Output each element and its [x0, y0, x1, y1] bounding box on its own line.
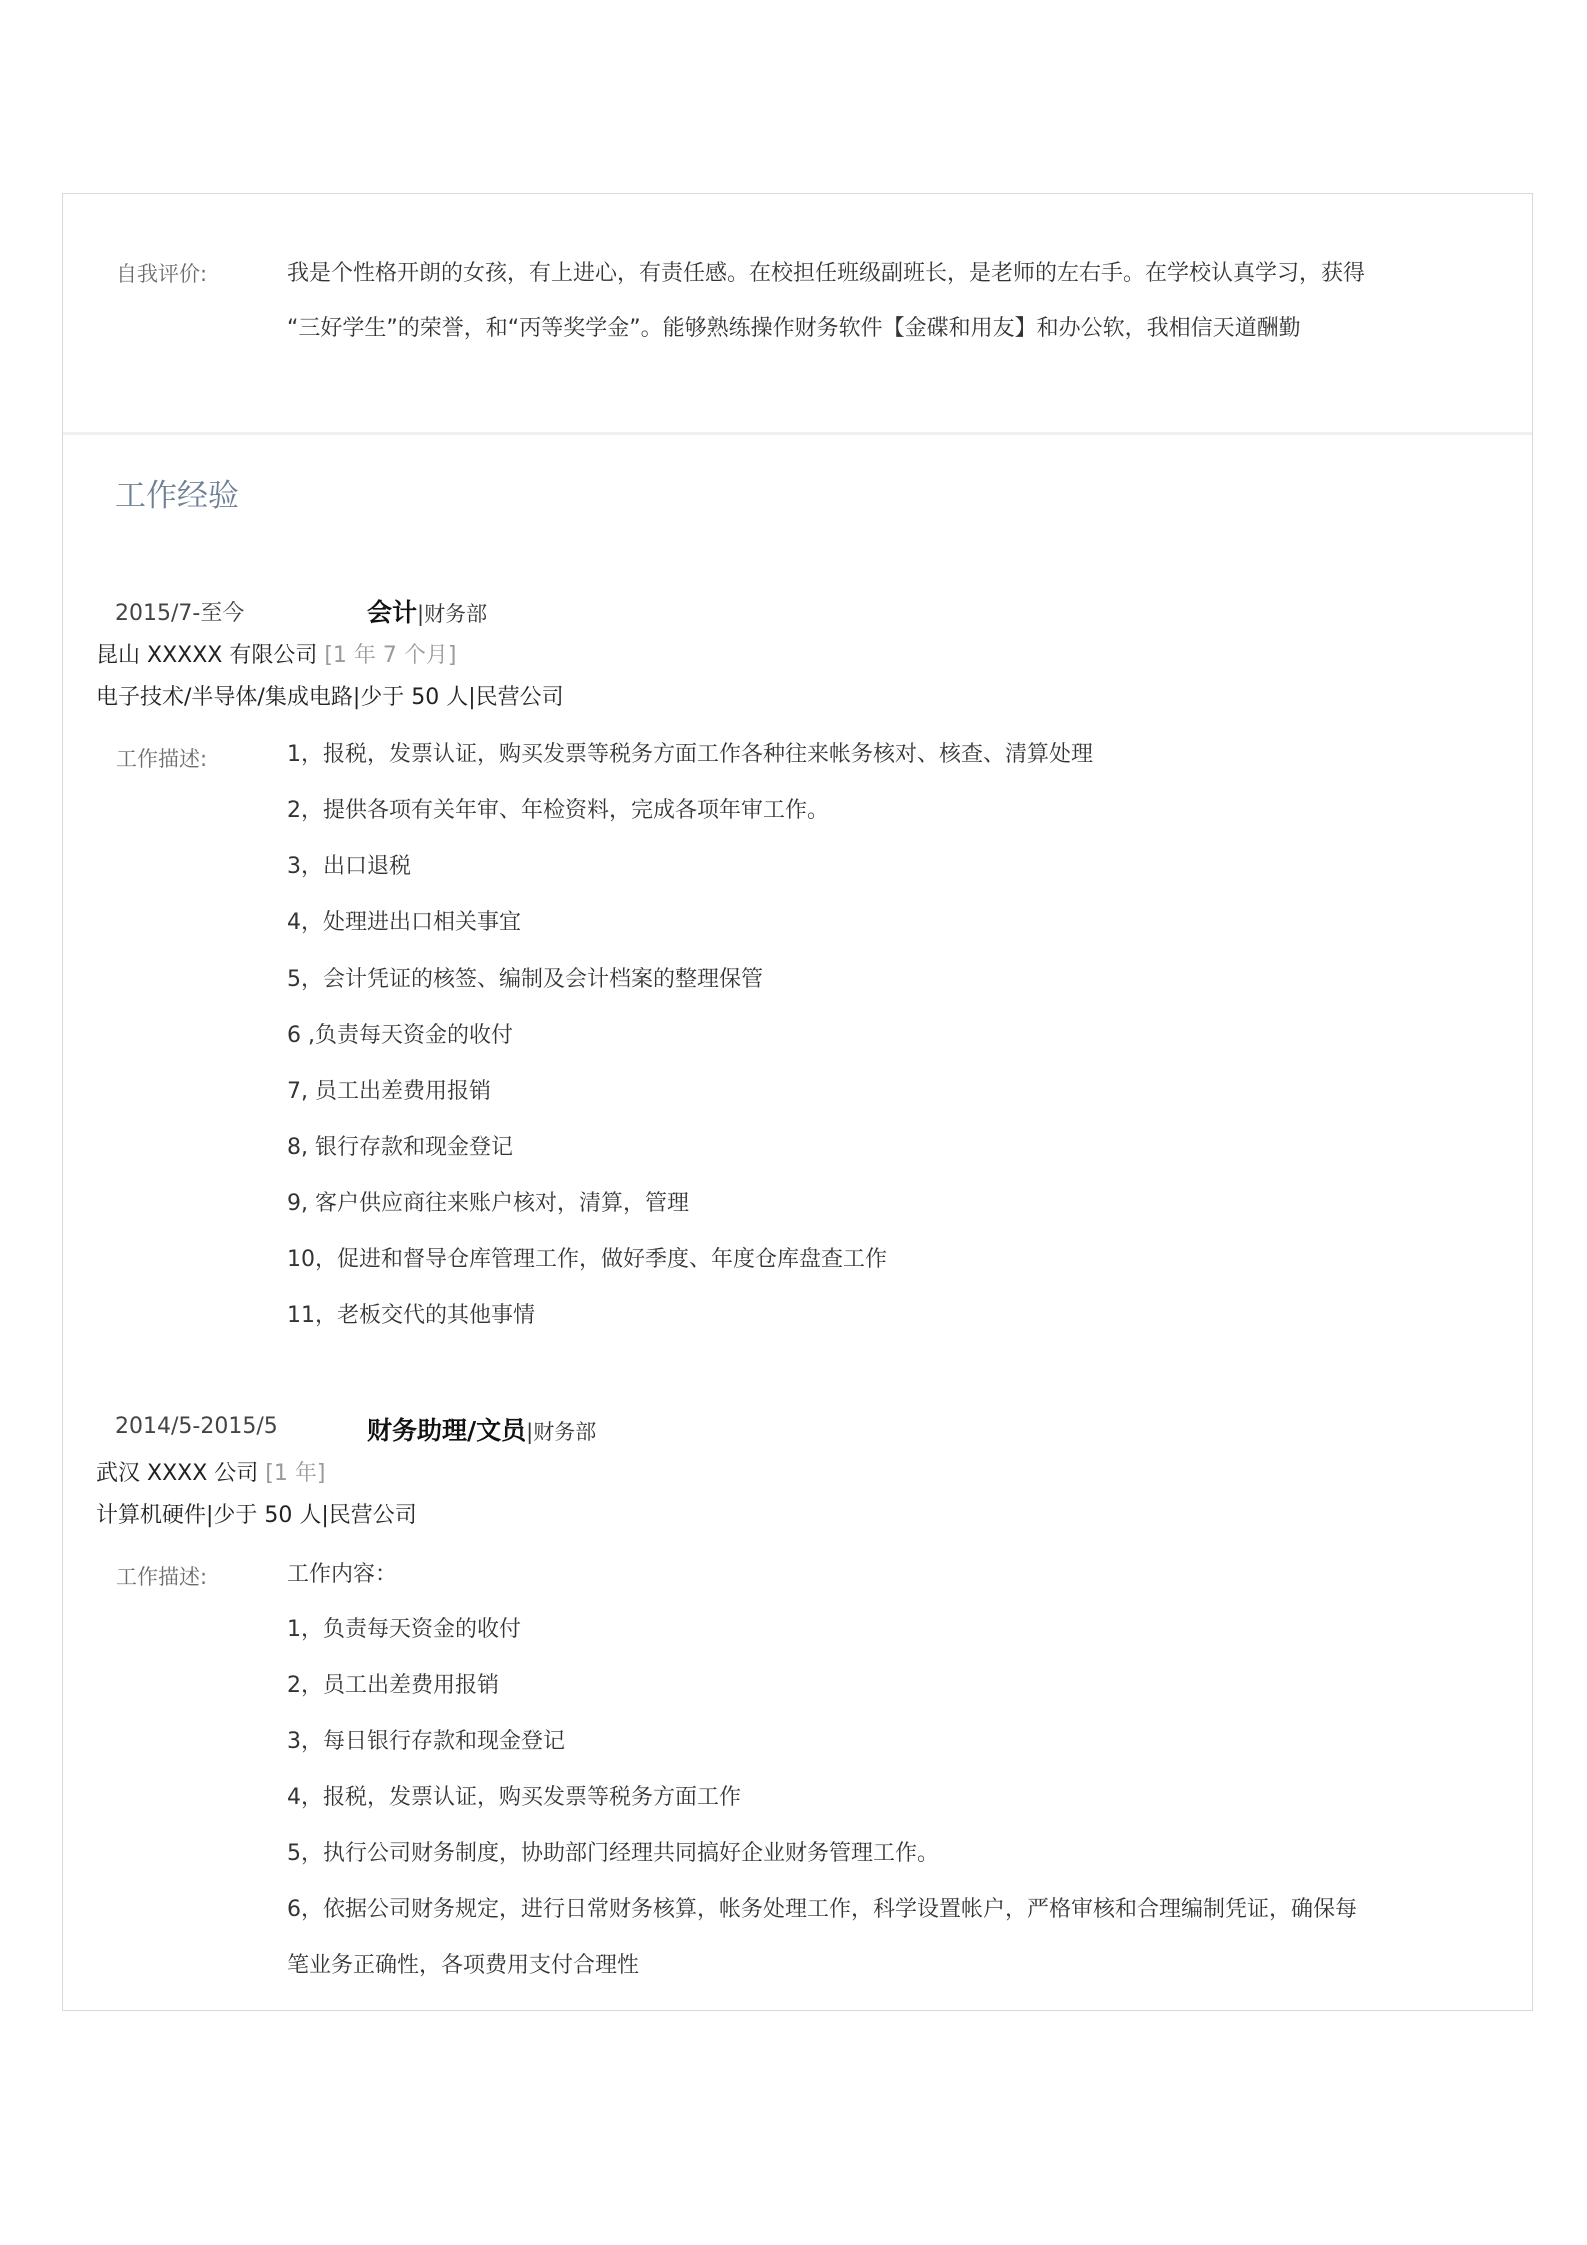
job-1-desc-line: 2，提供各项有关年审、年检资料，完成各项年审工作。: [287, 798, 829, 823]
job-1-duration: [1 年 7 个月]: [324, 643, 457, 668]
job-2-desc-line: 6，依据公司财务规定，进行日常财务核算，帐务处理工作，科学设置帐户，严格审核和合理编制凭证，确保每: [287, 1897, 1358, 1922]
job-1-desc-line: 10，促进和督导仓库管理工作，做好季度、年度仓库盘查工作: [287, 1247, 887, 1272]
job-2-duration: [1 年]: [265, 1461, 326, 1486]
job-2-dept: 财务部: [533, 1420, 597, 1444]
job-1-industry: 电子技术/半导体/集成电路|少于 50 人|民营公司: [96, 685, 564, 710]
job-1-desc-line: 6 ,负责每天资金的收付: [287, 1023, 513, 1048]
job-1-desc-line: 11，老板交代的其他事情: [287, 1303, 535, 1328]
self-eval-label: 自我评价:: [116, 262, 208, 286]
job-1-company-line: [96, 638, 456, 669]
job-1-date: 2015/7-至今: [115, 601, 245, 626]
job-1-desc-label: 工作描述:: [116, 747, 208, 771]
job-2-desc-line: 3，每日银行存款和现金登记: [287, 1729, 565, 1754]
job-1-title-line: [367, 593, 487, 629]
job-2-title: 财务助理/文员: [367, 1416, 527, 1445]
resume-frame: [62, 193, 1533, 2011]
job-1-company: 昆山 XXXXX 有限公司: [96, 643, 318, 668]
job-1-desc-line: 1，报税，发票认证，购买发票等税务方面工作各种往来帐务核对、核查、清算处理: [287, 742, 1093, 767]
job-2-title-line: [367, 1411, 596, 1447]
job-2-date: 2014/5-2015/5: [115, 1414, 278, 1439]
job-1-desc-line: 8, 银行存款和现金登记: [287, 1135, 513, 1160]
job-1-dept: 财务部: [424, 602, 488, 626]
job-1-desc-line: 3，出口退税: [287, 854, 411, 879]
job-2-desc-line: 2，员工出差费用报销: [287, 1673, 499, 1698]
section-divider: [63, 432, 1532, 435]
job-2-sep: |: [526, 1420, 534, 1444]
job-2-desc-line: 4，报税，发票认证，购买发票等税务方面工作: [287, 1785, 741, 1810]
job-2-company: 武汉 XXXX 公司: [96, 1461, 259, 1486]
work-section-title: 工作经验: [115, 478, 239, 514]
job-2-desc-line: 工作内容：: [287, 1562, 398, 1587]
job-1-desc-line: 4，处理进出口相关事宜: [287, 910, 521, 935]
job-1-desc-line: 9, 客户供应商往来账户核对，清算，管理: [287, 1191, 689, 1216]
self-eval-line-1: 我是个性格开朗的女孩，有上进心，有责任感。在校担任班级副班长，是老师的左右手。在学校认真学习，获得: [287, 261, 1366, 286]
job-1-sep: |: [417, 602, 425, 626]
job-2-desc-line: 5，执行公司财务制度，协助部门经理共同搞好企业财务管理工作。: [287, 1841, 939, 1866]
job-1-desc-line: 5，会计凭证的核签、编制及会计档案的整理保管: [287, 967, 763, 992]
job-2-desc-line: 笔业务正确性，各项费用支付合理性: [287, 1953, 640, 1978]
job-2-company-line: [96, 1456, 325, 1487]
job-1-title: 会计: [367, 598, 418, 627]
job-2-desc-label: 工作描述:: [116, 1565, 208, 1589]
job-2-industry: 计算机硬件|少于 50 人|民营公司: [96, 1503, 417, 1528]
self-eval-line-2: “三好学生”的荣誉，和“丙等奖学金”。能够熟练操作财务软件【金碟和用友】和办公软，我相信天道酬勤: [287, 316, 1301, 341]
job-1-desc-line: 7, 员工出差费用报销: [287, 1079, 491, 1104]
job-2-desc-line: 1，负责每天资金的收付: [287, 1617, 521, 1642]
